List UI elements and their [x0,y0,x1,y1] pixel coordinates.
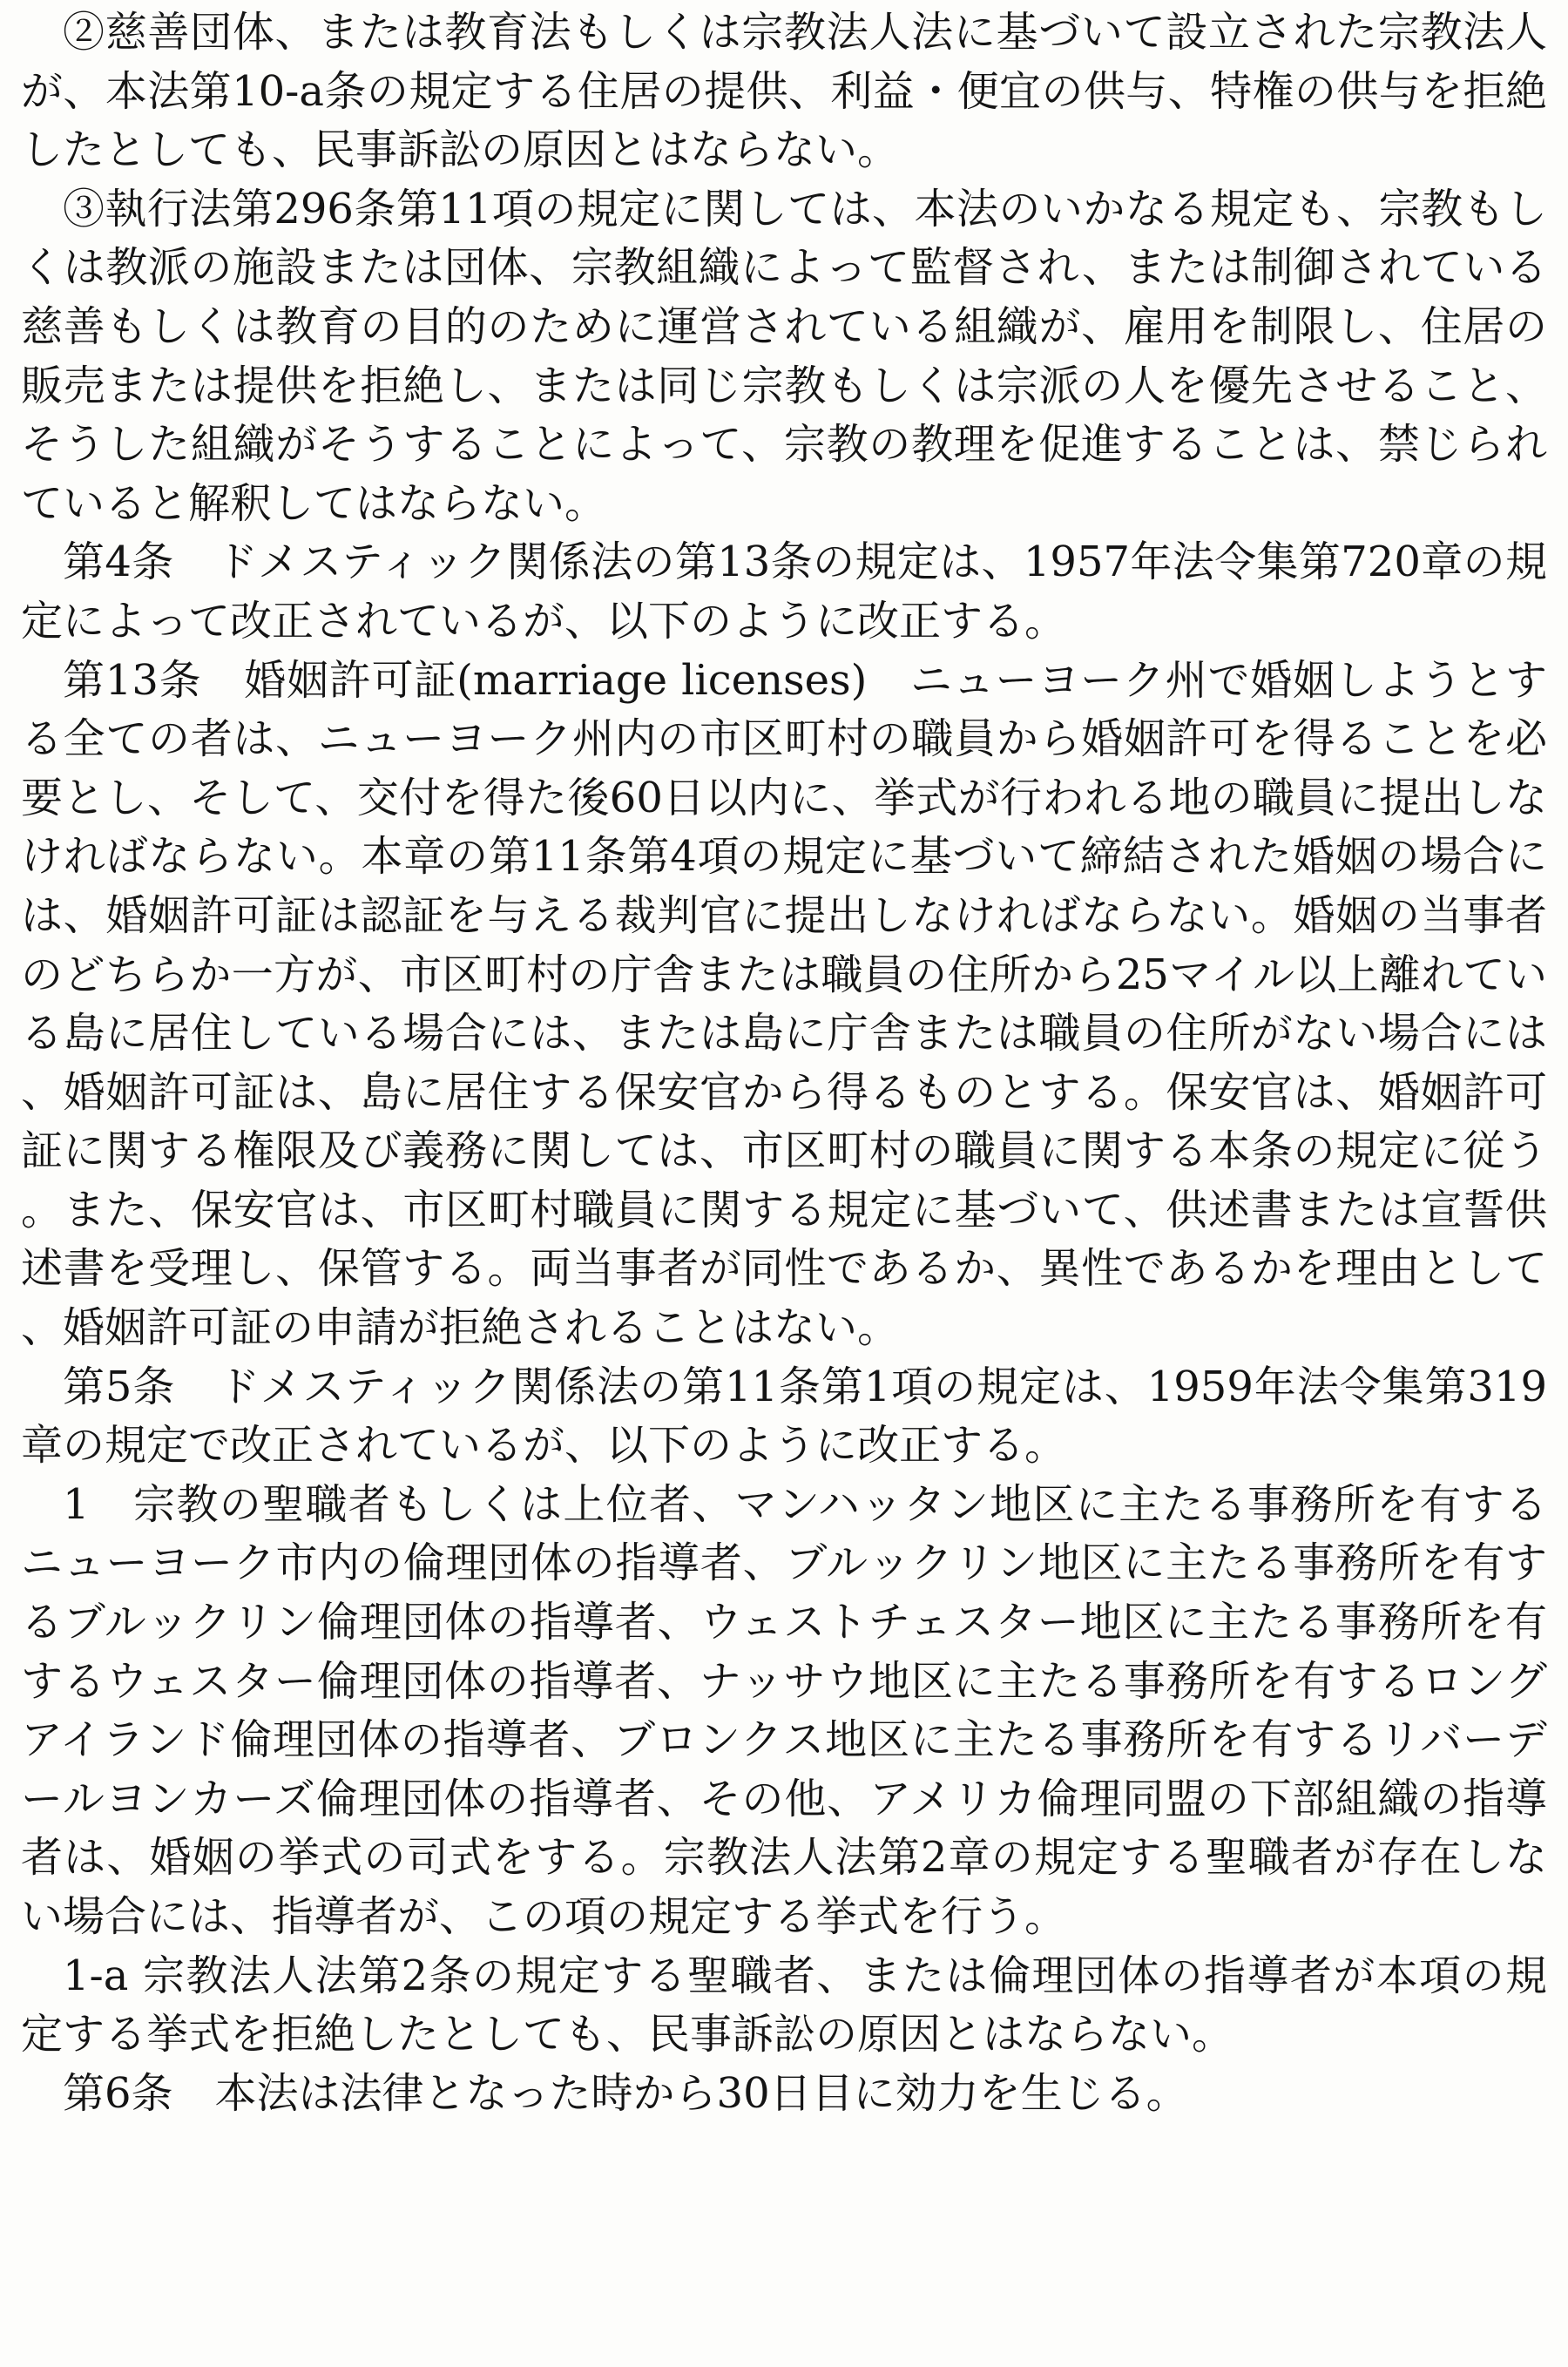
paragraph-article-6-effective-date: 第6条 本法は法律となった時から30日目に効力を生じる。 [63,2068,1188,2118]
paragraph-religious-organizations: ③執行法第296条第11項の規定に関しては、本法のいかなる規定も、宗教もしくは教派の施設または団体、宗教組織によって監督され、または制御されている慈善もしくは教育の目的のために運営されている組織が、雇用を制限し、住居の販売または提供を拒絶し、または同じ宗教もしくは宗派の人を優先させること、そうした組織がそうすることによって、宗教の教理を促進することは、禁じられていると解釈してはならない。 [21,184,1547,528]
paragraph-article-4: 第4条 ドメスティック関係法の第13条の規定は、1957年法令集第720章の規定によって改正されているが、以下のように改正する。 [21,538,1547,646]
paragraph-article-13-marriage-licenses: 第13条 婚姻許可証(marriage licenses) ニューヨーク州で婚姻しようとする全ての者は、ニューヨーク州内の市区町村の職員から婚姻許可を得ることを必要とし、そして、交付を得た後60日以内に、挙式が行われる地の職員に提出しなければならない。本章の第11条第4項の規定に基づいて締結された婚姻の場合には、婚姻許可証は認証を与える裁判官に提出しなければならない。婚姻の当事者のどちらか一方が、市区町村の庁舎または職員の住所から25マイル以上離れている島に居住している場合には、または島に庁舎または職員の住所がない場合には、婚姻許可証は、島に居住する保安官から得るものとする。保安官は、婚姻許可証に関する権限及び義務に関しては、市区町村の職員に関する本条の規定に従う。また、保安官は、市区町村職員に関する規定に基づいて、供述書または宣誓供述書を受理し、保管する。両当事者が同性であるか、異性であるかを理由として、婚姻許可証の申請が拒絶されることはない。 [21,655,1547,1353]
paragraph-clause-1a-refusal: 1-a 宗教法人法第2条の規定する聖職者、または倫理団体の指導者が本項の規定する挙式を拒絶したとしても、民事訴訟の原因とはならない。 [21,1951,1547,2059]
paragraph-article-5: 第5条 ドメスティック関係法の第11条第1項の規定は、1959年法令集第319章の規定で改正されているが、以下のように改正する。 [21,1362,1547,1471]
paragraph-charity-refusal: ②慈善団体、または教育法もしくは宗教法人法に基づいて設立された宗教法人が、本法第10-a条の規定する住居の提供、利益・便宜の供与、特権の供与を拒絶したとしても、民事訴訟の原因とはならない。 [21,8,1547,175]
paragraph-clause-1-officiants: 1 宗教の聖職者もしくは上位者、マンハッタン地区に主たる事務所を有するニューヨーク市内の倫理団体の指導者、ブルックリン地区に主たる事務所を有するブルックリン倫理団体の指導者、ウェストチェスター地区に主たる事務所を有するウェスター倫理団体の指導者、ナッサウ地区に主たる事務所を有するロングアイランド倫理団体の指導者、ブロンクス地区に主たる事務所を有するリバーデールヨンカーズ倫理団体の指導者、その他、アメリカ倫理同盟の下部組織の指導者は、婚姻の挙式の司式をする。宗教法人法第2章の規定する聖職者が存在しない場合には、指導者が、この項の規定する挙式を行う。 [21,1479,1547,1941]
